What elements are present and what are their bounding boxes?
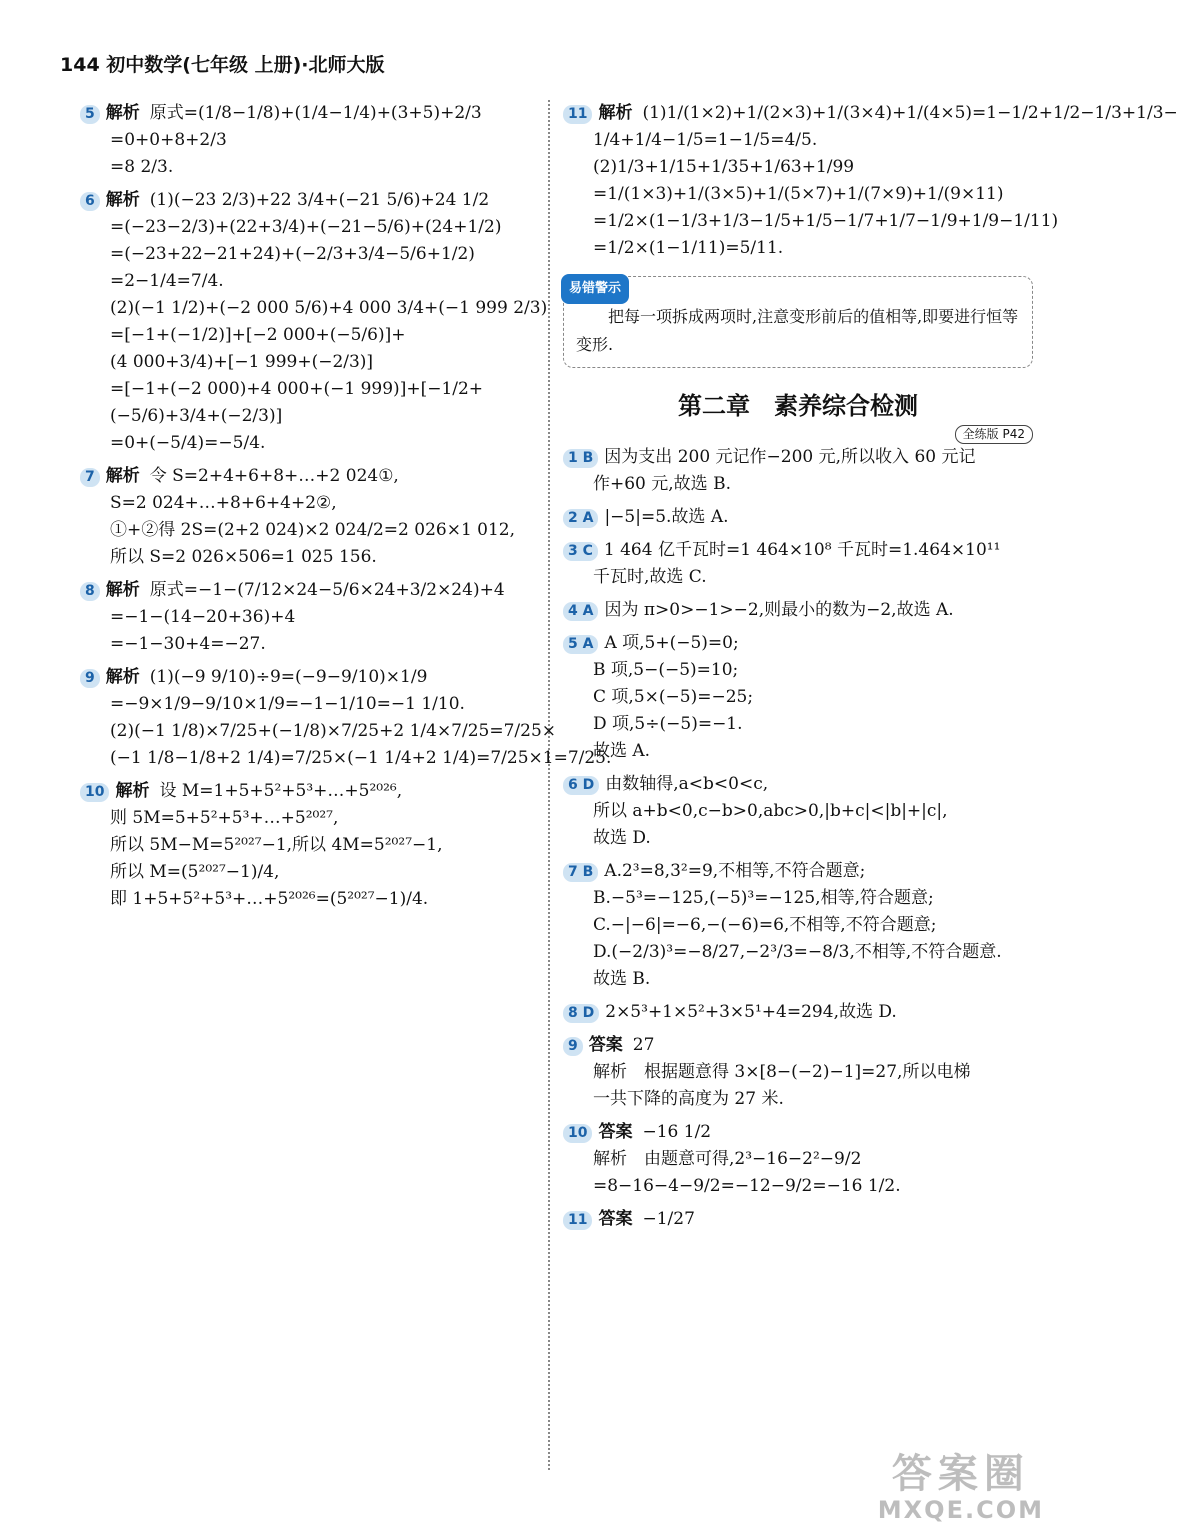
solution-line [563, 1206, 1033, 1233]
question-number-badge: 2 A [563, 509, 598, 528]
solution-text: C.−|−6|=−6,−(−6)=6,不相等,不符合题意; [593, 915, 937, 935]
solution-tag: 答案 [598, 1122, 633, 1142]
solution-line [563, 825, 1033, 852]
solution-line [563, 444, 1033, 471]
solution-text: 解析 根据题意得 3×[8−(−2)−1]=27,所以电梯 [593, 1062, 971, 1082]
solution-text: =−1−30+4=−27. [110, 634, 266, 654]
solution-text: =0+(−5/4)=−5/4. [110, 433, 266, 453]
solution-tag: 解析 [105, 580, 140, 600]
solution-text: =1/(1×3)+1/(3×5)+1/(5×7)+1/(7×9)+1/(9×11) [593, 184, 1004, 204]
solution-line [563, 684, 1033, 711]
solution-item [80, 577, 535, 658]
question-number-badge: 8 D [563, 1004, 599, 1023]
question-number-badge: 8 [80, 582, 100, 601]
solution-line [563, 630, 1033, 657]
solution-line [80, 691, 535, 718]
solution-line [80, 832, 535, 859]
solution-line [80, 745, 612, 772]
solution-line [80, 631, 535, 658]
solution-line [563, 1146, 1033, 1173]
right-column [563, 100, 1178, 1239]
solution-item [80, 100, 535, 181]
solution-tag: 解析 [105, 103, 140, 123]
right-top-solutions [563, 100, 1178, 262]
solution-text: 设 M=1+5+5²+5³+…+5²⁰²⁶, [159, 781, 403, 801]
solution-text: 27 [632, 1035, 655, 1055]
solution-text: 因为 π>0>−1>−2,则最小的数为−2,故选 A. [604, 600, 954, 620]
solution-item [563, 537, 1033, 591]
column-divider [548, 100, 550, 1470]
solution-text: A.2³=8,3²=9,不相等,不符合题意; [604, 861, 866, 881]
solution-text: (1)(−9 9/10)÷9=(−9−9/10)×1/9 [149, 667, 428, 687]
solution-item [563, 630, 1033, 765]
solution-text: 所以 M=(5²⁰²⁷−1)/4, [110, 862, 280, 882]
solution-line [80, 295, 548, 322]
question-number-badge: 11 [563, 1211, 592, 1230]
solution-line [563, 208, 1059, 235]
question-number-badge: 10 [563, 1124, 592, 1143]
solution-line [563, 858, 1033, 885]
solution-line [80, 886, 535, 913]
solution-text: (4 000+3/4)+[−1 999+(−2/3)] [110, 352, 374, 372]
solution-text: =2−1/4=7/4. [110, 271, 224, 291]
note-text: 把每一项拆成两项时,注意变形前后的值相等,即要进行恒等变形. [576, 307, 1019, 354]
solution-text: 所以 5M−M=5²⁰²⁷−1,所以 4M=5²⁰²⁷−1, [110, 835, 443, 855]
solution-text: 因为支出 200 元记作−200 元,所以收入 60 元记 [604, 447, 976, 467]
question-number-badge: 4 A [563, 602, 598, 621]
solution-line [80, 349, 535, 376]
solution-line [563, 999, 1033, 1026]
solution-item [563, 858, 1033, 993]
solution-line [563, 1059, 1033, 1086]
note-label: 易错警示 [561, 274, 629, 304]
solution-text: −16 1/2 [642, 1122, 712, 1142]
solution-text: 由数轴得,a<b<0<c, [605, 774, 769, 794]
solution-line [80, 664, 535, 691]
solution-text: D 项,5÷(−5)=−1. [593, 714, 743, 734]
solution-line [80, 241, 535, 268]
solution-line [563, 1032, 1033, 1059]
solution-line [80, 490, 535, 517]
solution-item [80, 778, 535, 913]
solution-line [563, 885, 1033, 912]
solution-line [563, 912, 1033, 939]
solution-line [563, 939, 1033, 966]
solution-tag: 解析 [105, 667, 140, 687]
solution-line [563, 597, 1033, 624]
question-number-badge: 7 B [563, 863, 598, 882]
solution-item [563, 1032, 1033, 1113]
solution-line [563, 711, 1033, 738]
error-warning-note [563, 276, 1033, 368]
solution-line [80, 187, 535, 214]
solution-line [80, 604, 535, 631]
solution-line [563, 771, 1033, 798]
solution-text: =0+0+8+2/3 [110, 130, 227, 150]
question-number-badge: 6 [80, 192, 100, 211]
solution-text: =8 2/3. [110, 157, 174, 177]
solution-line [80, 577, 535, 604]
solution-line [563, 738, 1033, 765]
solution-line [80, 544, 535, 571]
solution-line [80, 430, 535, 457]
solution-text: C 项,5×(−5)=−25; [593, 687, 754, 707]
solution-text: 所以 a+b<0,c−b>0,abc>0,|b+c|<|b|+|c|, [593, 801, 948, 821]
solution-text: 故选 B. [593, 969, 651, 989]
right-bottom-solutions [563, 444, 1033, 1233]
solution-line [80, 718, 557, 745]
solution-text: (1)1/(1×2)+1/(2×3)+1/(3×4)+1/(4×5)=1−1/2+1/2−1/3+1/3− [642, 103, 1178, 123]
solution-text: =(−23+22−21+24)+(−2/3+3/4−5/6+1/2) [110, 244, 475, 264]
solution-text: |−5|=5.故选 A. [604, 507, 729, 527]
question-number-badge: 10 [80, 783, 109, 802]
solution-text: S=2 024+…+8+6+4+2②, [110, 493, 337, 513]
solution-text: A 项,5+(−5)=0; [604, 633, 739, 653]
page-header: 144 初中数学(七年级 上册)·北师大版 [60, 54, 385, 76]
solution-line [80, 268, 535, 295]
solution-text: 1/4+1/4−1/5=1−1/5=4/5. [593, 130, 818, 150]
question-number-badge: 9 [563, 1037, 583, 1056]
solution-text: =[−1+(−2 000)+4 000+(−1 999)]+[−1/2+ [110, 379, 484, 399]
solution-item [80, 187, 548, 457]
solution-line [563, 235, 1033, 262]
solution-text: 令 S=2+4+6+8+…+2 024①, [149, 466, 399, 486]
solution-line [80, 859, 535, 886]
solution-item [563, 1119, 1033, 1200]
solution-text: 即 1+5+5²+5³+…+5²⁰²⁶=(5²⁰²⁷−1)/4. [110, 889, 429, 909]
solution-tag: 答案 [588, 1035, 623, 1055]
solution-line [563, 1119, 1033, 1146]
solution-line [563, 471, 1033, 498]
chapter-ref-badge: 全练版 P42 [955, 425, 1033, 444]
solution-item [563, 1206, 1033, 1233]
solution-text: 解析 由题意可得,2³−16−2²−9/2 [593, 1149, 862, 1169]
solution-line [563, 504, 1033, 531]
solution-item [563, 100, 1178, 262]
solution-text: 原式=−1−(7/12×24−5/6×24+3/2×24)+4 [149, 580, 505, 600]
solution-line [563, 966, 1033, 993]
solution-text: 千瓦时,故选 C. [593, 567, 707, 587]
solution-line [563, 657, 1033, 684]
solution-text: (1)(−23 2/3)+22 3/4+(−21 5/6)+24 1/2 [149, 190, 490, 210]
solution-line [80, 376, 535, 403]
solution-line [563, 181, 1033, 208]
solution-tag: 解析 [598, 103, 633, 123]
solution-text: 故选 D. [593, 828, 651, 848]
solution-line [80, 463, 535, 490]
solution-line [80, 154, 535, 181]
question-number-badge: 11 [563, 105, 592, 124]
solution-tag: 解析 [115, 781, 150, 801]
solution-text: D.(−2/3)³=−8/27,−2³/3=−8/3,不相等,不符合题意. [593, 942, 1002, 962]
solution-tag: 解析 [105, 190, 140, 210]
solution-tag: 解析 [105, 466, 140, 486]
solution-line [563, 154, 1033, 181]
solution-text: =1/2×(1−1/3+1/3−1/5+1/5−1/7+1/7−1/9+1/9−1/11) [593, 211, 1059, 231]
question-number-badge: 5 [80, 105, 100, 124]
solution-line [563, 127, 1033, 154]
solution-text: (2)(−1 1/2)+(−2 000 5/6)+4 000 3/4+(−1 999 2/3) [110, 298, 548, 318]
solution-text: (−5/6)+3/4+(−2/3)] [110, 406, 283, 426]
solution-line [80, 517, 535, 544]
solution-item [563, 999, 1033, 1026]
solution-text: 原式=(1/8−1/8)+(1/4−1/4)+(3+5)+2/3 [149, 103, 482, 123]
solution-text: 1 464 亿千瓦时=1 464×10⁸ 千瓦时=1.464×10¹¹ [603, 540, 1001, 560]
solution-line [563, 537, 1033, 564]
solution-line [563, 798, 1033, 825]
solution-line [563, 1086, 1033, 1113]
solution-line [80, 403, 535, 430]
solution-line [80, 805, 535, 832]
question-number-badge: 9 [80, 669, 100, 688]
solution-item [80, 463, 535, 571]
question-number-badge: 7 [80, 468, 100, 487]
question-number-badge: 3 C [563, 542, 598, 561]
solution-item [563, 771, 1033, 852]
solution-text: =8−16−4−9/2=−12−9/2=−16 1/2. [593, 1176, 901, 1196]
solution-item [563, 504, 1033, 531]
solution-text: 作+60 元,故选 B. [593, 474, 731, 494]
solution-text: −1/27 [642, 1209, 695, 1229]
solution-text: B.−5³=−125,(−5)³=−125,相等,符合题意; [593, 888, 934, 908]
solution-item [563, 444, 1033, 498]
solution-text: =(−23−2/3)+(22+3/4)+(−21−5/6)+(24+1/2) [110, 217, 502, 237]
solution-line [563, 1173, 1033, 1200]
solution-text: =1/2×(1−1/11)=5/11. [593, 238, 784, 258]
solution-item [563, 597, 1033, 624]
solution-text: ①+②得 2S=(2+2 024)×2 024/2=2 026×1 012, [110, 520, 516, 540]
solution-line [563, 564, 1033, 591]
solution-text: B 项,5−(−5)=10; [593, 660, 739, 680]
solution-text: =[−1+(−1/2)]+[−2 000+(−5/6)]+ [110, 325, 406, 345]
question-number-badge: 1 B [563, 449, 598, 468]
solution-item [80, 664, 612, 772]
solution-line [80, 778, 535, 805]
solution-text: (2)1/3+1/15+1/35+1/63+1/99 [593, 157, 855, 177]
chapter-title: 第二章 素养综合检测 [678, 392, 918, 420]
solution-text: 2×5³+1×5²+3×5¹+4=294,故选 D. [605, 1002, 897, 1022]
question-number-badge: 5 A [563, 635, 598, 654]
watermark-logo: 答案圈 MXQE.COM [877, 1451, 1044, 1524]
solution-text: =−1−(14−20+36)+4 [110, 607, 296, 627]
solution-text: =−9×1/9−9/10×1/9=−1−1/10=−1 1/10. [110, 694, 465, 714]
solution-line [80, 214, 535, 241]
solution-line [80, 322, 535, 349]
solution-text: (−1 1/8−1/8+2 1/4)=7/25×(−1 1/4+2 1/4)=7/25×1=7/25. [110, 748, 612, 768]
solution-tag: 答案 [598, 1209, 633, 1229]
solution-text: (2)(−1 1/8)×7/25+(−1/8)×7/25+2 1/4×7/25=7/25× [110, 721, 557, 741]
solution-line [80, 127, 535, 154]
question-number-badge: 6 D [563, 776, 599, 795]
solution-text: 一共下降的高度为 27 米. [593, 1089, 784, 1109]
solution-line [563, 100, 1178, 127]
solution-text: 则 5M=5+5²+5³+…+5²⁰²⁷, [110, 808, 339, 828]
solution-text: 故选 A. [593, 741, 651, 761]
solution-line [80, 100, 535, 127]
solution-text: 所以 S=2 026×506=1 025 156. [110, 547, 377, 567]
